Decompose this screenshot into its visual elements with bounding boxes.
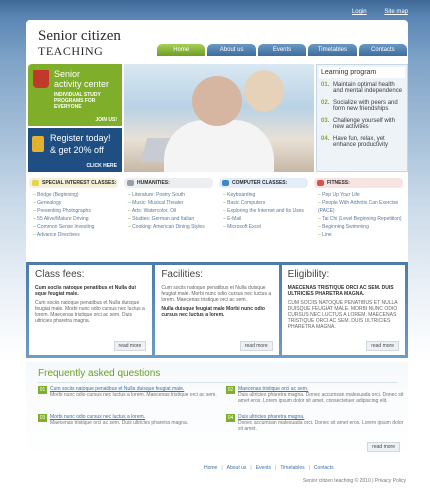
category-link[interactable]: – Microsoft Excel bbox=[219, 223, 308, 231]
coins-icon bbox=[32, 136, 44, 152]
faq-read-more-button[interactable]: read more bbox=[367, 442, 400, 452]
category-humanities bbox=[121, 178, 216, 262]
category-link[interactable]: – Pep Up Your Life bbox=[314, 191, 403, 199]
category-link[interactable]: – People With Arthritis Can Exercise (PACE) bbox=[314, 199, 403, 215]
category-link[interactable]: – Presenting Photographs bbox=[29, 207, 118, 215]
category-link[interactable]: – Music: Musical Theater bbox=[124, 199, 213, 207]
faq-number: 02 bbox=[227, 387, 234, 393]
column-text: CUM SOCIIS NATOQUE PENATIBUS ET NULLA DUISQUE FEUGIAT MALE. MORBI NUNC ODIO CURSUS NEC LUCTUS A LOREM. MAECENAS TRISTIQUE ORCI AC SEM. DUIS ULTRICIES PHARETRA MAGNA. bbox=[287, 300, 398, 330]
category-header: COMPUTER CLASSES: bbox=[219, 178, 308, 188]
divider bbox=[38, 382, 398, 383]
faq-item bbox=[38, 386, 220, 398]
login-link[interactable]: Login bbox=[351, 9, 367, 15]
category-link[interactable]: – Exploring the Internet and Its Uses bbox=[219, 207, 308, 215]
learning-item: 02. Socialize with peers and form new friendships bbox=[321, 100, 398, 112]
info-columns bbox=[26, 262, 408, 358]
nav-home[interactable]: Home bbox=[157, 44, 205, 56]
category-link[interactable]: – Bridge (Beginning) bbox=[29, 191, 118, 199]
read-more-button[interactable]: read more bbox=[240, 341, 273, 351]
learning-title: Learning program bbox=[319, 67, 405, 78]
read-more-button[interactable]: read more bbox=[114, 341, 147, 351]
category-header: SPECIAL INTEREST CLASSES: bbox=[29, 178, 118, 188]
column-lead: MAECENAS TRISTIQUE ORCI AC SEM. DUIS ULTRICIES PHARETRA MAGNA. bbox=[287, 285, 394, 297]
category-link[interactable]: – 55 Alive/Mature Driving bbox=[29, 215, 118, 223]
faq-question-link[interactable]: Morbi nunc odio cursus nec luctus a lorem. bbox=[50, 414, 146, 420]
category-link[interactable]: – Genealogy bbox=[29, 199, 118, 207]
faq-answer: Donec accumsan malesuada orci. Donec sit amet eros. Lorem ipsum dolor sit amet. bbox=[238, 420, 404, 432]
learning-program-panel bbox=[316, 64, 408, 172]
category-link[interactable]: – E-Mail bbox=[219, 215, 308, 223]
click-here-link[interactable]: CLICK HERE bbox=[86, 163, 117, 169]
class-categories bbox=[26, 178, 408, 262]
faq-item bbox=[226, 414, 408, 432]
category-link[interactable]: – Advance Directives bbox=[29, 231, 118, 239]
faq-section bbox=[26, 362, 408, 458]
hero-photo bbox=[124, 64, 314, 172]
learning-item: 01. Maintain optimal health and mental independence bbox=[321, 82, 403, 94]
category-icon bbox=[222, 180, 229, 186]
footer-links: Home | About us | Events | Timetables | Contacts bbox=[204, 465, 334, 471]
faq-answer: Morbi nunc odio cursus nec luctus a lorem. Maecenas tristique orci ac sem. bbox=[50, 392, 217, 398]
faq-item bbox=[38, 414, 220, 426]
learning-item: 03. Challenge yourself with new activities bbox=[321, 118, 396, 130]
logo-subtitle: TEACHING bbox=[38, 44, 104, 58]
category-link[interactable]: – Line bbox=[314, 231, 403, 239]
top-links bbox=[336, 9, 408, 15]
footer-link-about[interactable]: About us bbox=[226, 465, 247, 471]
faq-title: Frequently asked questions bbox=[38, 368, 161, 379]
person-body-shape bbox=[164, 120, 274, 172]
column-title: Class fees: bbox=[35, 269, 85, 280]
column-text: Cum sociis natoque penatibus et Nulla duisque feugiat male. Morbi nunc odio cursus nec luctus a lorem. Maecenas tristique orci ac sem. Duis ultricies pharetra magna. bbox=[35, 300, 145, 324]
copyright: Senior citizen teaching © 2010 | Privacy Policy bbox=[302, 478, 406, 484]
category-link[interactable]: – Studies: German and Italian bbox=[124, 215, 213, 223]
column-text: Cum sociis natoque penatibus et Nulla duisque feugiat male. Morbi nunc odio cursus nec luctus a lorem. Maecenas tristique orci ac sem. bbox=[161, 285, 272, 303]
category-link[interactable]: – Basic Computers bbox=[219, 199, 308, 207]
category-computer bbox=[216, 178, 311, 262]
hero-section bbox=[28, 64, 408, 172]
main-nav bbox=[157, 44, 407, 56]
faq-item bbox=[226, 386, 408, 404]
class-fees-column bbox=[29, 265, 152, 355]
column-title: Eligibility: bbox=[287, 269, 330, 280]
column-title: Facilities: bbox=[161, 269, 204, 280]
column-lead: Cum sociis natoque penatibus et Nulla dui sque feugiat male. bbox=[35, 285, 136, 297]
register-line2: & get 20% off bbox=[50, 145, 104, 155]
register-line1: Register today! bbox=[50, 133, 111, 143]
sitemap-link[interactable]: Site map bbox=[384, 9, 408, 15]
promo-title-2: activity center bbox=[54, 79, 110, 89]
cup-icon bbox=[33, 70, 49, 88]
column-text-bold: Nulla duisque feugiat male Morbi nunc odio cursus nec luctus a lorem. bbox=[161, 306, 265, 318]
faq-question-link[interactable]: Cum sociis natoque penatibus et Nulla duisque feugiat male. bbox=[50, 386, 185, 392]
nav-events[interactable]: Events bbox=[258, 44, 306, 56]
category-link[interactable]: – Common Sense Investing bbox=[29, 223, 118, 231]
nav-about[interactable]: About us bbox=[207, 44, 255, 56]
category-icon bbox=[127, 180, 134, 186]
faq-answer: Duis ultricies pharetra magna. Donec accumsan malesuada orci. Donec sit amet eros. Lorem ipsum dolor sit amet, consectetuer adipiscing elit. bbox=[238, 392, 404, 404]
faq-number: 03 bbox=[39, 415, 46, 421]
category-link[interactable]: – Arts: Watercolor, Oil bbox=[124, 207, 213, 215]
faq-number: 04 bbox=[227, 415, 234, 421]
faq-answer: Maecenas tristique orci ac sem. Duis ultricies pharetra magna. bbox=[50, 420, 189, 426]
eligibility-column bbox=[282, 265, 405, 355]
footer-link-contacts[interactable]: Contacts bbox=[313, 465, 334, 471]
senior-activity-banner[interactable] bbox=[28, 64, 122, 126]
read-more-button[interactable]: read more bbox=[366, 341, 399, 351]
footer-link-home[interactable]: Home bbox=[204, 465, 218, 471]
faq-number: 01 bbox=[39, 387, 46, 393]
category-link[interactable]: – Literature: Poetry South bbox=[124, 191, 213, 199]
footer-link-events[interactable]: Events bbox=[255, 465, 272, 471]
promo-desc: INDIVIDUAL STUDY PROGRAMS FOR EVERYONE bbox=[54, 92, 101, 110]
nav-contacts[interactable]: Contacts bbox=[359, 44, 407, 56]
category-fitness bbox=[311, 178, 406, 262]
faq-question-link[interactable]: Maecenas tristique orci ac sem. bbox=[238, 386, 309, 392]
footer-link-timetables[interactable]: Timetables bbox=[280, 465, 305, 471]
footer bbox=[26, 462, 408, 488]
learning-item: 04. Have fun, relax, yet enhance productivity bbox=[321, 136, 389, 148]
facilities-column bbox=[155, 265, 278, 355]
category-icon bbox=[317, 180, 324, 186]
category-header: HUMANITIES: bbox=[124, 178, 213, 188]
logo-title: Senior citizen bbox=[38, 28, 121, 44]
category-link[interactable]: – Keyboarding bbox=[219, 191, 308, 199]
category-link[interactable]: – Cooking: American Dining Styles bbox=[124, 223, 213, 231]
promo-title-1: Senior bbox=[54, 69, 81, 79]
category-link[interactable]: – Beginning Swimming bbox=[314, 223, 403, 231]
category-link[interactable]: – Tai Chi (Level Beginning Repetition) bbox=[314, 215, 403, 223]
register-banner[interactable] bbox=[28, 128, 122, 172]
category-special-interest bbox=[26, 178, 121, 262]
person-head-shape bbox=[192, 76, 242, 126]
category-icon bbox=[32, 180, 39, 186]
nav-timetables[interactable]: Timetables bbox=[308, 44, 356, 56]
faq-question-link[interactable]: Duis ultricies pharetra magna. bbox=[238, 414, 305, 420]
person-head-shape-2 bbox=[244, 70, 284, 112]
category-header: FITNESS: bbox=[314, 178, 403, 188]
join-us-link[interactable]: JOIN US! bbox=[95, 117, 117, 123]
